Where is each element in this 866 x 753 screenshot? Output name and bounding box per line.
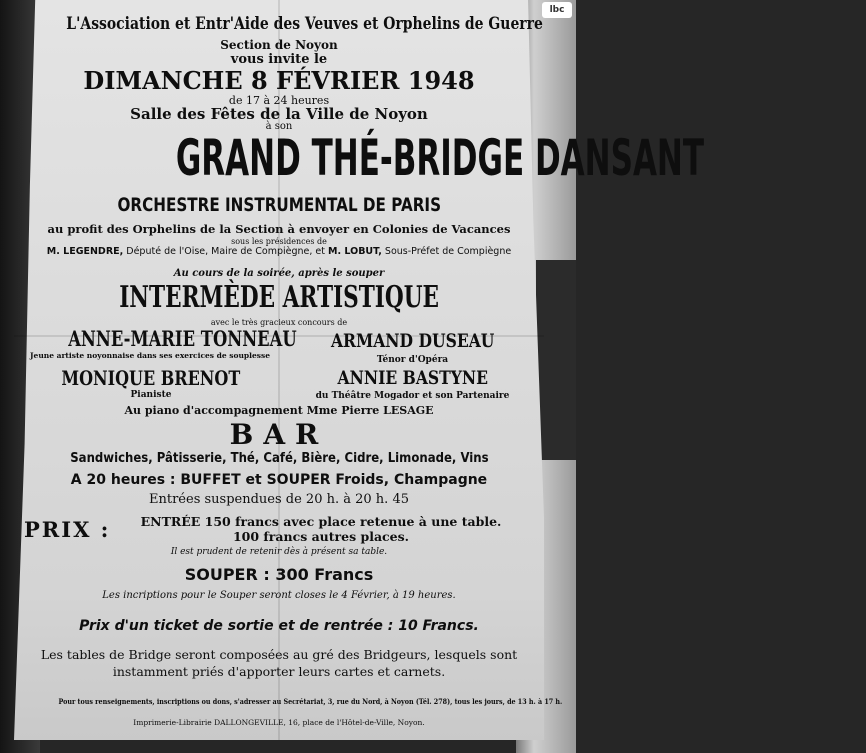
souper-price: SOUPER : 300 Francs — [184, 565, 374, 584]
profit-text: au profit des Orphelins de la Section à envoyer en Colonies de Vacances — [47, 222, 511, 236]
artist-name: ANNE-MARIE TONNEAU — [68, 326, 297, 351]
prix-entree: ENTRÉE 150 francs avec place retenue à une table. — [140, 514, 502, 529]
artist-role: Ténor d'Opéra — [376, 355, 449, 365]
piano-text: Au piano d'accompagnement Mme Pierre LESAGE — [124, 404, 434, 417]
event-date: DIMANCHE 8 FÉVRIER 1948 — [83, 66, 475, 95]
artist-name: ARMAND DUSEAU — [330, 330, 495, 352]
artist-role: Pianiste — [130, 390, 172, 400]
artist-role: du Théâtre Mogador et son Partenaire — [315, 391, 510, 401]
bar-title: BAR — [229, 418, 329, 451]
association-title: L'Association et Entr'Aide des Veuves et Orphelins de Guerre — [66, 14, 543, 34]
prix-label: PRIX : — [24, 517, 111, 542]
ticket-price: Prix d'un ticket de sortie et de rentrée : 10 Francs. — [79, 618, 479, 634]
buffet-text: A 20 heures : BUFFET et SOUPER Froids, Champagne — [70, 472, 488, 488]
artist-role: Jeune artiste noyonnaise dans ses exercices de souplesse — [30, 351, 270, 360]
renseignements-text: Pour tous renseignements, inscriptions ou dons, s'adresser au Secrétariat, 3, rue du Nord, à Noyon (Tél. 278), tous les jours, de 13 h. à 17 h. — [58, 697, 563, 706]
bridge-tables-line2: instamment priés d'apporter leurs cartes et carnets. — [112, 664, 446, 679]
orchestra-name: ORCHESTRE INSTRUMENTAL DE PARIS — [117, 194, 441, 216]
intermede-title: INTERMÈDE ARTISTIQUE — [119, 280, 439, 315]
prudent-text: Il est prudent de retenir dès à présent sa table. — [170, 547, 388, 557]
event-venue: Salle des Fêtes de la Ville de Noyon — [130, 105, 428, 123]
prix-autres: 100 francs autres places. — [232, 529, 410, 544]
bar-items: Sandwiches, Pâtisserie, Thé, Café, Bière, Cidre, Limonade, Vins — [69, 451, 489, 466]
imprimerie-text: Imprimerie-Librairie DALLONGEVILLE, 16, place de l'Hôtel-de-Ville, Noyon. — [133, 718, 425, 727]
concours-text: avec le très gracieux concours de — [210, 318, 348, 327]
invite-text: vous invite le — [230, 52, 328, 67]
a-son-text: à son — [265, 121, 293, 132]
main-title: GRAND THÉ-BRIDGE DANSANT — [175, 129, 705, 187]
inscriptions-text: Les incriptions pour le Souper seront closes le 4 Février, à 19 heures. — [102, 590, 456, 601]
event-hours: de 17 à 24 heures — [228, 94, 330, 107]
entrees-text: Entrées suspendues de 20 h. à 20 h. 45 — [149, 492, 409, 507]
patrons-line: M. LEGENDRE, Député de l'Oise, Maire de Compiègne, et M. LOBUT, Sous-Préfet de Compiègne — [46, 246, 512, 257]
section-name: Section de Noyon — [220, 38, 338, 52]
artist-name: ANNIE BASTYNE — [337, 367, 488, 389]
artist-name: MONIQUE BRENOT — [61, 366, 241, 390]
presidence-text: sous les présidences de — [231, 237, 327, 246]
au-cours-text: Au cours de la soirée, après le souper — [173, 268, 385, 279]
watermark-badge: lbc — [542, 2, 572, 18]
bridge-tables-line1: Les tables de Bridge seront composées au gré des Bridgeurs, lesquels sont — [40, 647, 518, 662]
